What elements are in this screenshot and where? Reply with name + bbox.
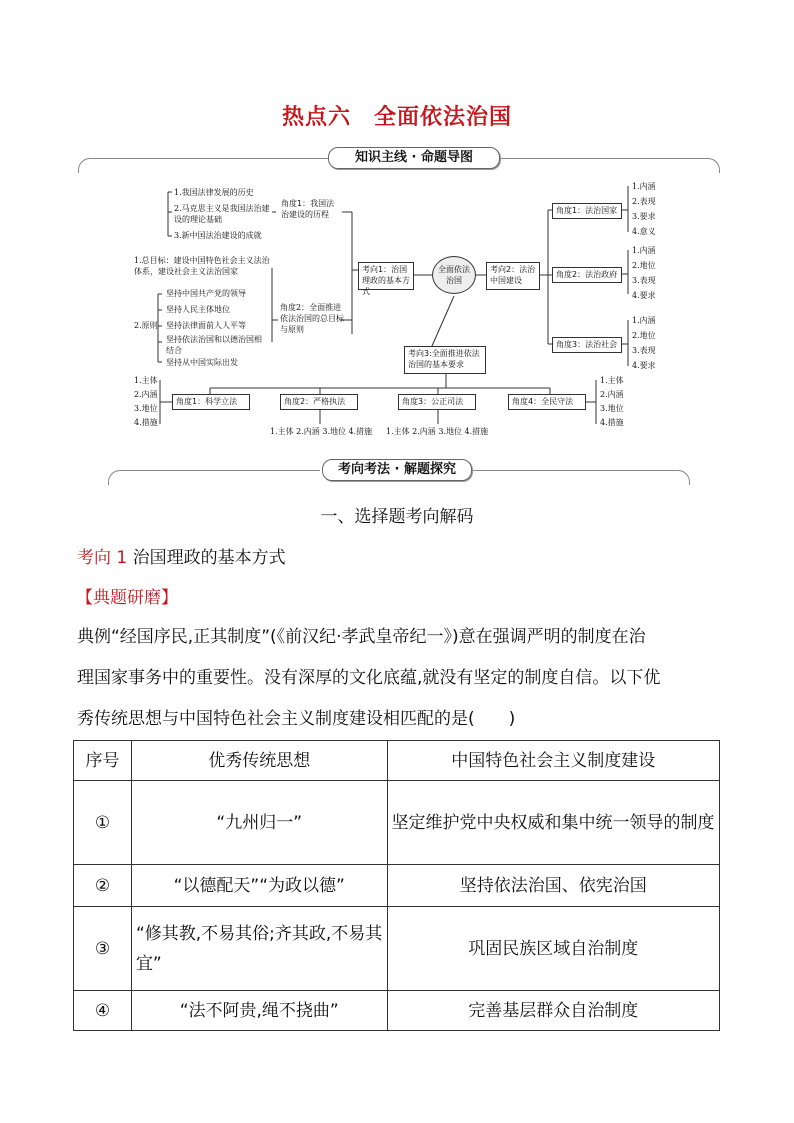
mm-k1-item-2: 2.内涵 bbox=[134, 390, 158, 399]
table-cell: 坚定维护党中央权威和集中统一领导的制度 bbox=[387, 781, 719, 865]
mm-k3-items: 1.主体 2.内涵 3.地位 4.措施 bbox=[386, 427, 489, 436]
mm-a3-item-4: 4.要求 bbox=[632, 361, 656, 370]
table-row bbox=[74, 991, 720, 1031]
page-title: 热点六 全面依法治国 bbox=[281, 105, 512, 130]
mm-k1-item-4: 4.措施 bbox=[134, 418, 158, 427]
mm-kx2-angle2: 角度2：法治政府 bbox=[552, 267, 622, 283]
table-cell: “九州归一” bbox=[131, 781, 387, 865]
mm-principle-3: 坚持法律面前人人平等 bbox=[166, 321, 246, 330]
table-row bbox=[74, 907, 720, 991]
mm-kx1-angle2: 角度2：全面推进依法治国的总目标与原则 bbox=[280, 303, 344, 334]
mm-principle-4: 坚持依法治国和以德治国相结合 bbox=[166, 335, 262, 355]
mm-principle-5: 坚持从中国实际出发 bbox=[166, 358, 238, 367]
table-cell: “法不阿贵,绳不挠曲” bbox=[131, 991, 387, 1031]
mm-a3-item-3: 3.表现 bbox=[632, 346, 656, 355]
mm-kx3-angle1: 角度1：科学立法 bbox=[172, 394, 250, 410]
section-heading: 一、选择题考向解码 bbox=[320, 507, 474, 527]
mm-k4-item-2: 2.内涵 bbox=[600, 390, 624, 399]
kx1-number: 考向 1 bbox=[77, 548, 128, 568]
mindmap-connectors bbox=[0, 0, 794, 480]
dianti-label: 【典题研磨】 bbox=[76, 588, 178, 608]
mm-a2-item-4: 4.要求 bbox=[632, 291, 656, 300]
mm-history-item-2: 2.马克思主义是我国法治建设的理论基础 bbox=[174, 204, 270, 224]
table-cell: 完善基层群众自治制度 bbox=[387, 991, 719, 1031]
mm-a2-item-1: 1.内涵 bbox=[632, 246, 656, 255]
mm-goal: 1.总目标：建设中国特色社会主义法治体系，建设社会主义法治国家 bbox=[134, 256, 270, 276]
mm-history-item-1: 1.我国法律发展的历史 bbox=[174, 188, 254, 197]
table-cell: ③ bbox=[74, 907, 132, 991]
question-line-1: 典例“经国序民,正其制度”(《前汉纪·孝武皇帝纪一》)意在强调严明的制度在治 bbox=[77, 627, 646, 647]
mm-kx2-angle1: 角度1：法治国家 bbox=[552, 203, 622, 219]
mm-a1-item-3: 3.要求 bbox=[632, 212, 656, 221]
banner2-rule-right bbox=[470, 470, 675, 471]
table-row bbox=[74, 781, 720, 865]
mm-kx3: 考向3:全面推进依法治国的基本要求 bbox=[404, 346, 486, 374]
mm-history-item-3: 3.新中国法治建设的成就 bbox=[174, 231, 262, 240]
table-cell: ① bbox=[74, 781, 132, 865]
table-cell: ② bbox=[74, 865, 132, 907]
table-cell: 巩固民族区域自治制度 bbox=[387, 907, 719, 991]
mm-kx1: 考向1：治国理政的基本方式 bbox=[358, 262, 414, 290]
question-line-3: 秀传统思想与中国特色社会主义制度建设相匹配的是( ) bbox=[77, 709, 516, 729]
mm-principle-1: 坚持中国共产党的领导 bbox=[166, 289, 246, 298]
kx1-title: 治国理政的基本方式 bbox=[127, 548, 286, 568]
mm-principle-2: 坚持人民主体地位 bbox=[166, 305, 230, 314]
mm-a3-item-2: 2.地位 bbox=[632, 331, 656, 340]
mm-kx3-angle3: 角度3：公正司法 bbox=[398, 394, 476, 410]
table-cell: “修其教,不易其俗;齐其政,不易其宜” bbox=[131, 907, 387, 991]
mm-kx2-angle3: 角度3：法治社会 bbox=[552, 337, 622, 353]
section-banner-exam: 考向考法 · 解题探究 bbox=[322, 459, 472, 481]
mm-center: 全面依法治国 bbox=[432, 256, 476, 294]
mm-k2-items: 1.主体 2.内涵 3.地位 4.措施 bbox=[270, 427, 373, 436]
table-cell: “以德配天”“为政以德” bbox=[131, 865, 387, 907]
mm-kx1-angle1: 角度1：我国法治建设的历程 bbox=[278, 197, 342, 227]
mm-k4-item-3: 3.地位 bbox=[600, 404, 624, 413]
mm-k1-item-1: 1.主体 bbox=[134, 376, 158, 385]
mm-kx3-angle2: 角度2：严格执法 bbox=[280, 394, 358, 410]
table-cell: ④ bbox=[74, 991, 132, 1031]
mm-principle-label: 2.原则 bbox=[134, 321, 158, 330]
table-cell: 坚持依法治国、依宪治国 bbox=[387, 865, 719, 907]
mm-a1-item-1: 1.内涵 bbox=[632, 182, 656, 191]
question-table bbox=[73, 740, 720, 1031]
table-header: 优秀传统思想 bbox=[131, 741, 387, 781]
mm-k4-item-1: 1.主体 bbox=[600, 376, 624, 385]
mm-kx3-angle4: 角度4：全民守法 bbox=[508, 394, 586, 410]
mm-a2-item-3: 3.表现 bbox=[632, 276, 656, 285]
table-header: 中国特色社会主义制度建设 bbox=[387, 741, 719, 781]
question-line-2: 理国家事务中的重要性。没有深厚的文化底蕴,就没有坚定的制度自信。以下优 bbox=[77, 668, 661, 688]
mm-a1-item-2: 2.表现 bbox=[632, 197, 656, 206]
mm-a1-item-4: 4.意义 bbox=[632, 227, 656, 236]
mm-k1-item-3: 3.地位 bbox=[134, 404, 158, 413]
table-header-row bbox=[74, 741, 720, 781]
table-row bbox=[74, 865, 720, 907]
table-header: 序号 bbox=[74, 741, 132, 781]
section-banner-knowledge: 知识主线 · 命题导图 bbox=[328, 147, 500, 169]
mm-a3-item-1: 1.内涵 bbox=[632, 316, 656, 325]
banner2-rule-left bbox=[120, 470, 320, 471]
mm-kx2: 考向2：法治中国建设 bbox=[486, 262, 540, 290]
mm-a2-item-2: 2.地位 bbox=[632, 261, 656, 270]
mm-k4-item-4: 4.措施 bbox=[600, 418, 624, 427]
kx1-heading bbox=[77, 543, 286, 568]
